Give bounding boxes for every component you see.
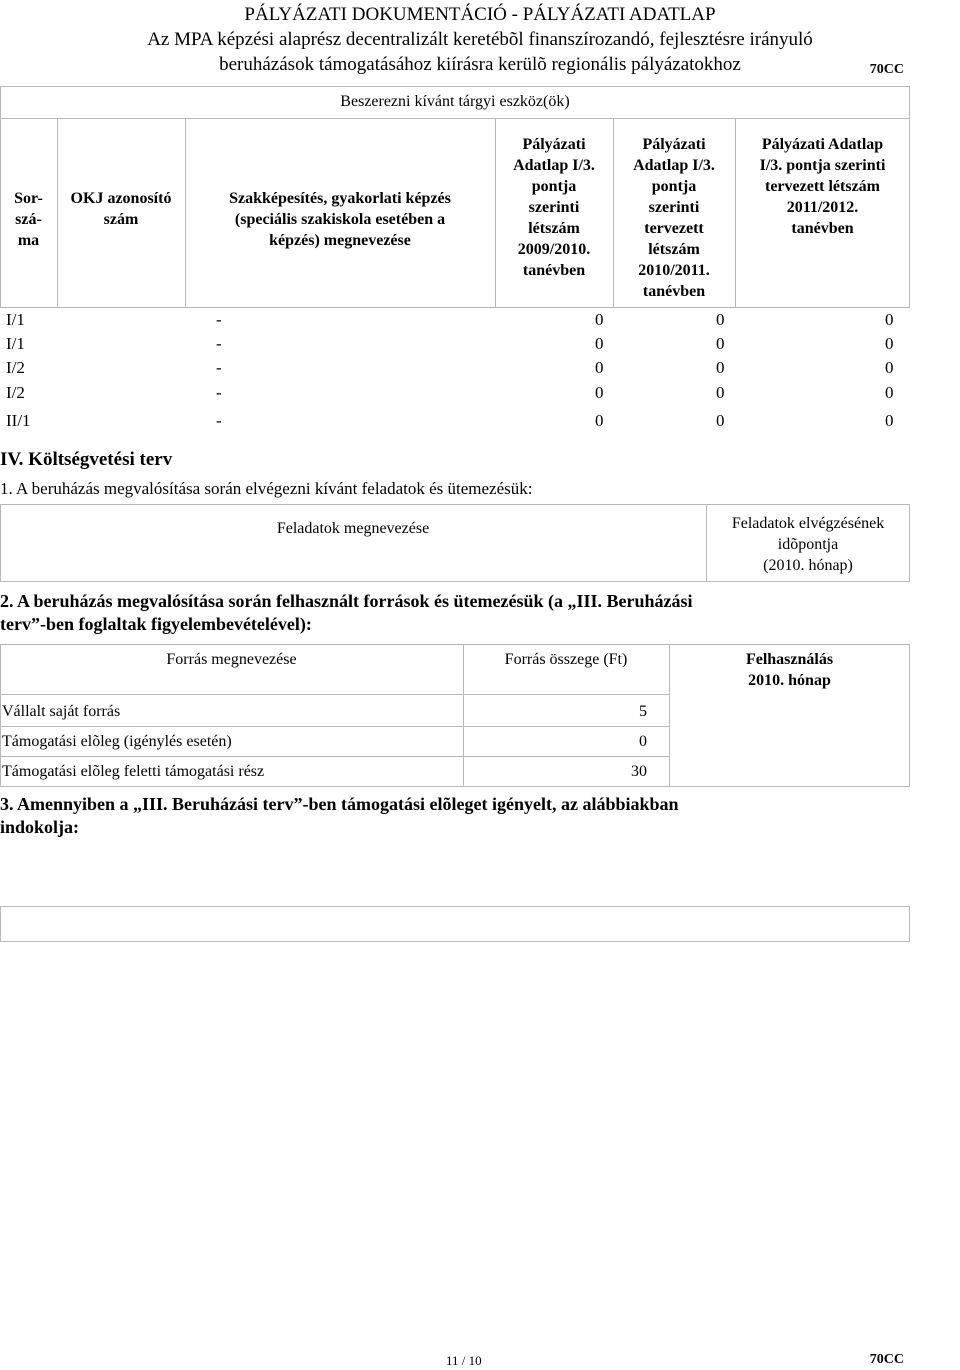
row-value-2009: 0 xyxy=(595,383,604,402)
row-value-2010: 0 xyxy=(716,358,725,377)
table-row xyxy=(0,308,910,332)
doc-subtitle-line2: beruházások támogatásához kiírásra kerülõ regionális pályázatokhoz xyxy=(219,54,741,75)
col-header-szakkepesites: Szakképesítés, gyakorlati képzés (speciális szakiskola esetében a képzés) megnevezése xyxy=(229,190,451,249)
col-header-2009: Pályázati Adatlap I/3. pontja szerinti létszám 2009/2010. tanévben xyxy=(513,136,595,279)
justification-field[interactable] xyxy=(0,906,910,942)
sources-col-amount: Forrás összege (Ft) xyxy=(504,651,628,668)
table-row xyxy=(0,356,910,380)
table-row xyxy=(0,381,910,405)
row-value-2011: 0 xyxy=(885,334,894,353)
row-value-2011: 0 xyxy=(885,383,894,402)
row-value-2010: 0 xyxy=(716,334,725,353)
row-id: I/1 xyxy=(6,334,25,353)
row-id: I/2 xyxy=(6,358,25,377)
row-value-2009: 0 xyxy=(595,358,604,377)
sources-col-usage: Felhasználás 2010. hónap xyxy=(745,651,834,689)
row-value-2011: 0 xyxy=(885,358,894,377)
row-value-2011: 0 xyxy=(885,310,894,329)
doc-title: PÁLYÁZATI DOKUMENTÁCIÓ - PÁLYÁZATI ADATLAP xyxy=(244,4,716,25)
source-row-name: Támogatási elõleg (igénylés esetén) xyxy=(2,733,232,750)
item2-label: 2. A beruházás megvalósítása során felhasznált források és ütemezésük (a „III. Beruházási terv”-ben foglaltak figyelembevételével): xyxy=(0,591,693,634)
col-header-sorszama: Sor- szá- ma xyxy=(14,190,43,249)
form-code: 70CC xyxy=(869,62,904,77)
source-row-name: Vállalt saját forrás xyxy=(2,703,121,720)
item1-label: 1. A beruházás megvalósítása során elvégezni kívánt feladatok és ütemezésük: xyxy=(0,479,533,498)
col-header-2010: Pályázati Adatlap I/3. pontja szerinti tervezett létszám 2010/2011. tanévben xyxy=(633,136,715,300)
source-row-name: Támogatási elõleg feletti támogatási rész xyxy=(2,763,265,780)
footer-code: 70CC xyxy=(869,1352,904,1367)
sources-col-name: Forrás megnevezése xyxy=(166,651,297,668)
row-okj: - xyxy=(216,310,222,329)
row-okj: - xyxy=(216,411,222,430)
source-row-amount: 0 xyxy=(639,733,647,750)
source-row-amount: 5 xyxy=(639,703,647,720)
item3-label: 3. Amennyiben a „III. Beruházási terv”-ben támogatási elõleget igényelt, az alábbiakban indokolja: xyxy=(0,794,679,837)
tasks-col-date: Feladatok elvégzésének idõpontja (2010. hónap) xyxy=(731,515,885,574)
page-number: 11 / 10 xyxy=(446,1353,482,1368)
row-okj: - xyxy=(216,334,222,353)
source-row-amount: 30 xyxy=(631,763,647,780)
row-id: II/1 xyxy=(6,411,31,430)
table-row xyxy=(0,332,910,356)
tasks-col-name: Feladatok megnevezése xyxy=(276,520,430,537)
row-id: I/2 xyxy=(6,383,25,402)
row-okj: - xyxy=(216,383,222,402)
row-value-2010: 0 xyxy=(716,411,725,430)
row-value-2010: 0 xyxy=(716,310,725,329)
doc-subtitle-line1: Az MPA képzési alaprész decentralizált keretébõl finanszírozandó, fejlesztésre irányuló xyxy=(147,29,813,50)
row-value-2009: 0 xyxy=(595,334,604,353)
row-okj: - xyxy=(216,358,222,377)
table-row xyxy=(0,409,910,433)
section-title: IV. Költségvetési terv xyxy=(0,449,173,470)
row-value-2009: 0 xyxy=(595,310,604,329)
row-id: I/1 xyxy=(6,310,25,329)
assets-table-title: Beszerezni kívánt tárgyi eszköz(ök) xyxy=(340,93,570,110)
row-value-2011: 0 xyxy=(885,411,894,430)
row-value-2009: 0 xyxy=(595,411,604,430)
row-value-2010: 0 xyxy=(716,383,725,402)
col-header-okj: OKJ azonosító szám xyxy=(70,190,172,228)
col-header-2011: Pályázati Adatlap I/3. pontja szerinti tervezett létszám 2011/2012. tanévben xyxy=(759,136,886,237)
